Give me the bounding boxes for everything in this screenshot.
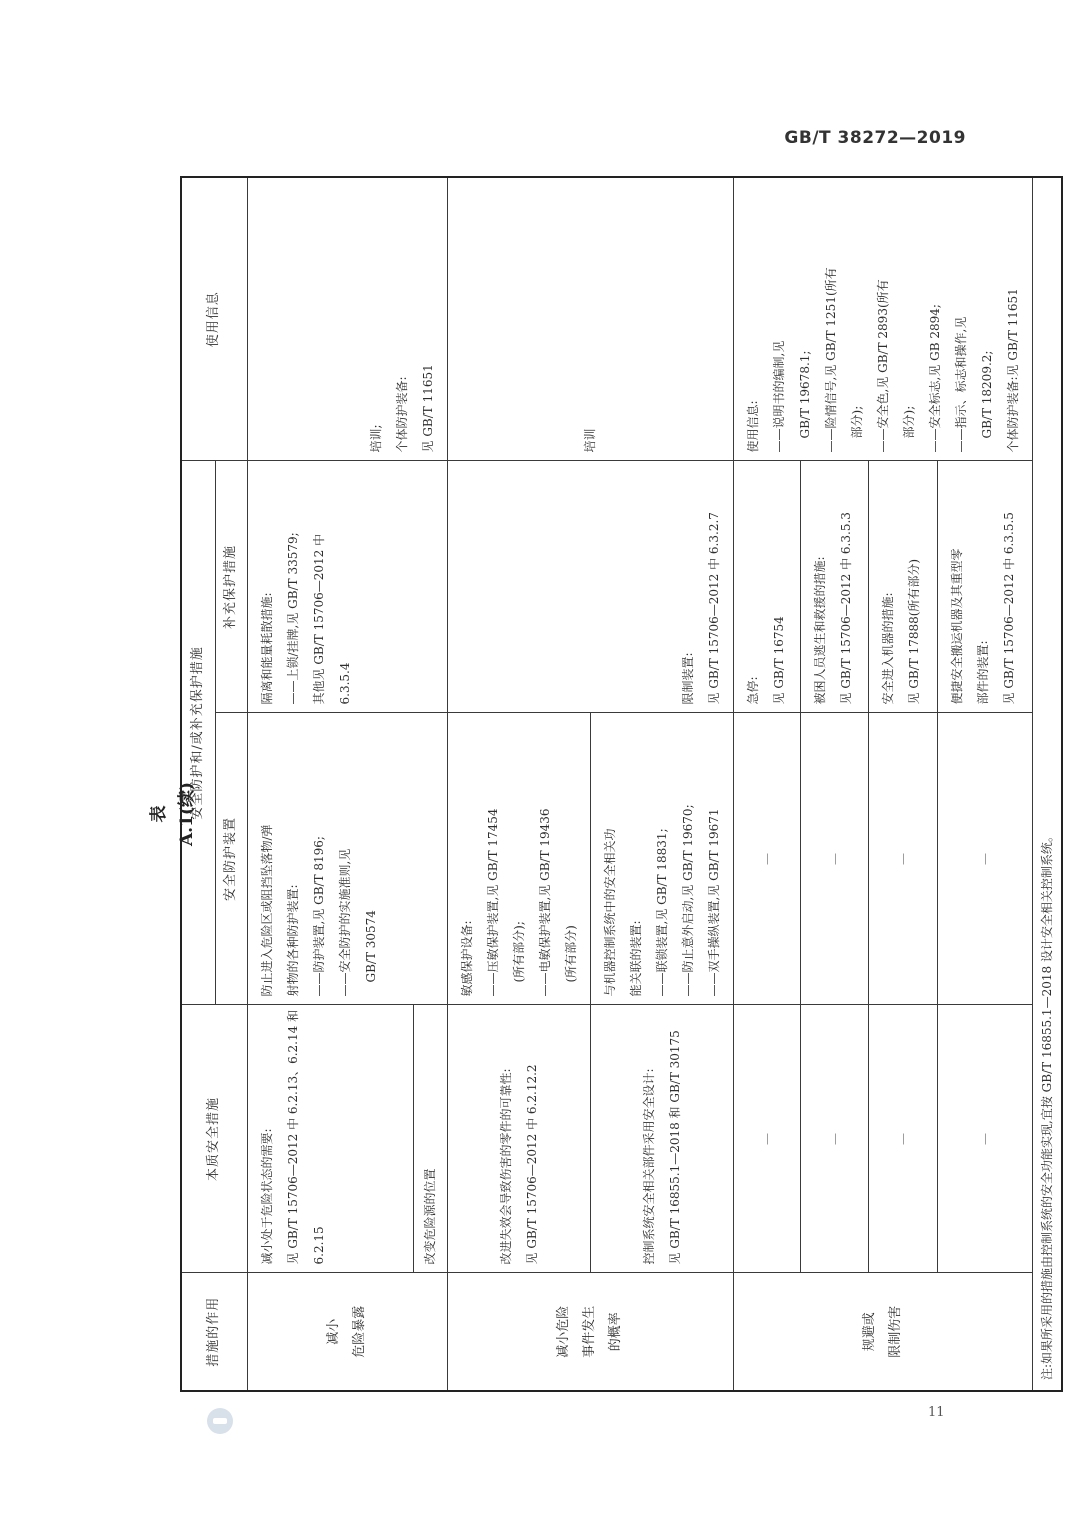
info-reduce-probability: [447, 177, 733, 461]
role-avoid-or-limit: [733, 1273, 1032, 1391]
inherent-control-system: [590, 1005, 733, 1273]
table-caption: 表 A.1(续): [149, 781, 197, 847]
text-line: 被困人员逃生和救援的措施:: [812, 556, 827, 705]
role-line: 规避或: [861, 1312, 877, 1352]
text-line: 个体防护装备:见 GB/T 11651: [1005, 288, 1020, 453]
info-reduce-exposure: [247, 177, 447, 461]
inherent-reliability: [447, 1005, 590, 1273]
header-guards: 安全防护装置: [215, 713, 247, 1005]
complementary-safe-access: [869, 461, 938, 713]
text-line: 见 GB/T 16754: [771, 616, 786, 705]
standard-number: GB/T 38272—2019: [784, 128, 966, 148]
text-line: 控制系统安全相关部件采用安全设计:: [641, 1068, 656, 1265]
guards-dash: —: [733, 713, 800, 1005]
text-line: 见 GB/T 15706—2012 中 6.3.5.3: [838, 512, 853, 705]
role-line: 危险暴露: [352, 1305, 367, 1358]
header-role: 措施的作用: [181, 1273, 247, 1391]
text-line: ——防护装置,见 GB/T 8196;: [311, 836, 326, 997]
text-line: ——说明书的编制,见: [771, 340, 786, 453]
text-line: ——安全色,见 GB/T 2893(所有: [875, 279, 890, 453]
complementary-emergency-stop: [733, 461, 800, 713]
info-avoid-or-limit: [733, 177, 1032, 461]
guards-sensitive-equipment: [447, 713, 590, 1005]
complementary-limiting-devices: [447, 461, 733, 713]
text-line: 见 GB/T 15706—2012 中 6.2.13、6.2.14 和: [285, 1009, 300, 1265]
text-line: 改进失效会导致伤害的零件的可靠性:: [498, 1068, 513, 1265]
complementary-reduce-exposure: [247, 461, 447, 713]
text-line: 能关联的装置:: [628, 920, 643, 997]
guards-dash: —: [869, 713, 938, 1005]
text-line: 6.2.15: [311, 1226, 326, 1265]
text-line: 见 GB/T 16855.1—2018 和 GB/T 30175: [667, 1030, 682, 1265]
text-line: GB/T 19678.1;: [797, 350, 812, 439]
safety-measures-table: [180, 176, 1063, 1392]
text-line: (所有部分): [563, 925, 578, 983]
text-line: 培训;: [368, 424, 383, 453]
text-line: ——压敏保护装置,见 GB/T 17454: [485, 808, 500, 997]
header-inherent: 本质安全措施: [181, 1005, 247, 1273]
role-line: 事件发生: [582, 1305, 597, 1358]
inherent-reduce-need: [247, 1005, 413, 1273]
text-line: 限制装置:: [680, 652, 695, 705]
header-info: 使用信息: [181, 177, 247, 461]
rotated-table-frame: [180, 178, 1054, 1392]
guards-dash: —: [938, 713, 1033, 1005]
text-line: 培训: [583, 428, 597, 453]
page-number: 11: [928, 1405, 945, 1420]
text-line: 防止进入危险区或阻挡坠落物/弹: [259, 824, 274, 997]
text-line: (所有部分);: [511, 921, 526, 983]
inherent-change-location: [413, 1005, 447, 1273]
text-line: 改变危险源的位置: [423, 1168, 437, 1265]
text-line: ——防止意外启动,见 GB/T 19670;: [680, 804, 695, 997]
inherent-dash: —: [733, 1005, 800, 1273]
text-line: 射物的各种防护装置:: [285, 884, 300, 997]
text-line: ——安全标志,见 GB 2894;: [927, 304, 942, 453]
guards-dash: —: [800, 713, 869, 1005]
text-line: 部分);: [849, 405, 864, 439]
text-line: 个体防护装备:: [394, 376, 409, 453]
text-line: ——联锁装置,见 GB/T 18831;: [654, 828, 669, 997]
text-line: 见 GB/T 15706—2012 中 6.2.12.2: [524, 1064, 539, 1265]
header-guard-group: 安全防护和/或补充保护措施: [181, 461, 215, 1005]
text-line: ——指示、标志和操作,见: [953, 316, 968, 453]
text-line: 见 GB/T 15706—2012 中 6.3.5.5: [1002, 512, 1016, 705]
text-line: 减小处于危险状态的需要:: [259, 1128, 274, 1265]
publisher-logo-icon: [207, 1408, 233, 1434]
text-line: 使用信息:: [745, 400, 760, 453]
text-line: ——上锁/挂牌,见 GB/T 33579;: [285, 532, 300, 705]
text-line: 部件的装置:: [976, 640, 990, 705]
text-line: 与机器控制系统中的安全相关功: [602, 828, 617, 997]
text-line: 见 GB/T 11651: [420, 364, 435, 453]
inherent-dash: —: [938, 1005, 1033, 1273]
text-line: 其他见 GB/T 15706—2012 中: [311, 533, 326, 705]
text-line: 安全进入机器的措施:: [881, 592, 896, 705]
text-line: ——双手操纵装置,见 GB/T 19671: [706, 808, 721, 997]
text-line: 隔离和能量耗散措施:: [259, 592, 274, 705]
role-line: 减小危险: [556, 1305, 571, 1358]
role-reduce-probability: [447, 1273, 733, 1391]
role-line: 的概率: [608, 1312, 623, 1352]
guards-reduce-exposure: [247, 713, 447, 1005]
table-note: 注:如果所采用的措施由控制系统的安全功能实现,宜按 GB/T 16855.1—2018 设计安全相关控制系统。: [1032, 177, 1062, 1391]
text-line: 部分);: [901, 405, 916, 439]
text-line: ——电敏保护装置,见 GB/T 19436: [537, 808, 552, 997]
text-line: ——安全防护的实施准则,见: [337, 848, 352, 997]
text-line: 便捷安全搬运机器及其重型零: [950, 548, 964, 705]
rotated-table-content: [180, 178, 1054, 1392]
text-line: GB/T 30574: [363, 910, 378, 983]
text-line: 急停:: [745, 676, 760, 705]
role-reduce-exposure: [247, 1273, 447, 1391]
role-line: 减小: [326, 1318, 341, 1345]
role-line: 限制伤害: [887, 1305, 903, 1358]
complementary-escape-rescue: [800, 461, 869, 713]
text-line: 敏感保护设备:: [459, 920, 474, 997]
text-line: GB/T 18209.2;: [979, 350, 994, 439]
inherent-dash: —: [800, 1005, 869, 1273]
complementary-handling: [938, 461, 1033, 713]
guards-control-related: [590, 713, 733, 1005]
header-complementary: 补充保护措施: [215, 461, 247, 713]
text-line: 6.3.5.4: [337, 662, 352, 705]
text-line: 见 GB/T 15706—2012 中 6.3.2.7: [706, 512, 721, 705]
text-line: 见 GB/T 17888(所有部分): [907, 558, 922, 705]
text-line: ——险情信号,见 GB/T 1251(所有: [823, 267, 838, 453]
inherent-dash: —: [869, 1005, 938, 1273]
